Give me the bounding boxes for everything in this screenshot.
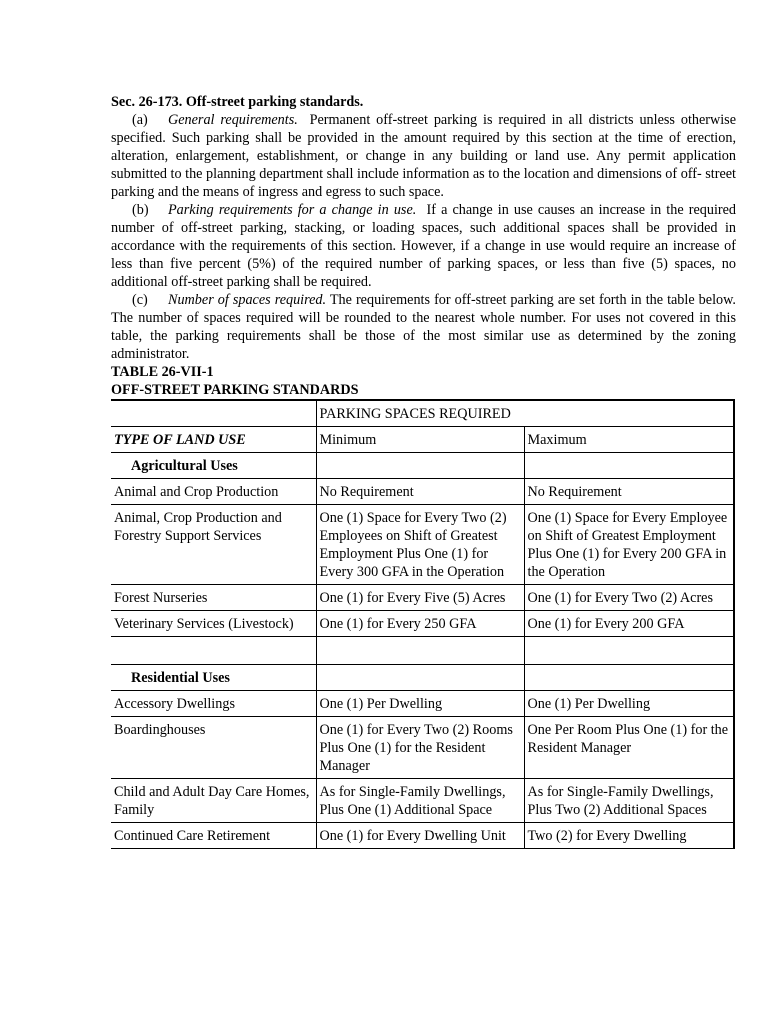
table-row bbox=[111, 823, 734, 849]
paragraph-b-title: Parking requirements for a change in use. bbox=[168, 202, 417, 218]
land-use-cell: Boardinghouses bbox=[111, 717, 316, 779]
table-row bbox=[111, 505, 734, 585]
paragraph-a-label: (a) bbox=[132, 112, 148, 128]
maximum-cell bbox=[524, 637, 734, 665]
paragraph-c-text: The requirements for off-street parking are set forth in the table below. The number of spaces required will be rounded to the nearest whole number. For uses not covered in this table, the parking requirements shall be those of the most similar use as determined by the zoning administrator. bbox=[111, 292, 736, 362]
parking-spaces-required-header: PARKING SPACES REQUIRED bbox=[316, 400, 734, 427]
paragraph-a-title: General requirements. bbox=[168, 112, 298, 128]
table-row bbox=[111, 779, 734, 823]
paragraph-c-title: Number of spaces required. bbox=[168, 292, 327, 308]
minimum-cell bbox=[316, 665, 524, 691]
paragraph-c bbox=[111, 291, 736, 363]
paragraph-c-label: (c) bbox=[132, 292, 148, 308]
maximum-cell: Two (2) for Every Dwelling bbox=[524, 823, 734, 849]
table-empty-row bbox=[111, 637, 734, 665]
minimum-cell bbox=[316, 453, 524, 479]
maximum-cell bbox=[524, 665, 734, 691]
table-header-empty-cell bbox=[111, 400, 316, 427]
table-row bbox=[111, 585, 734, 611]
land-use-cell: Accessory Dwellings bbox=[111, 691, 316, 717]
land-use-cell: Animal, Crop Production and Forestry Support Services bbox=[111, 505, 316, 585]
maximum-cell: No Requirement bbox=[524, 479, 734, 505]
maximum-cell: One (1) Space for Every Employee on Shift of Greatest Employment Plus One (1) for Every 200 GFA in the Operation bbox=[524, 505, 734, 585]
paragraph-a-text: Permanent off-street parking is required in all districts unless otherwise specified. Such parking shall be provided in the amount required by this section at the time of erection, alteration, enlargement, establishment, or change in any building or land use. Any permit application submitted to the planning department shall include information as to the location and dimensions of off- street parking and the means of ingress and egress to such space. bbox=[111, 112, 737, 200]
section-heading-cell: Residential Uses bbox=[111, 665, 316, 691]
paragraph-a bbox=[111, 111, 736, 201]
document-page bbox=[111, 93, 736, 849]
paragraph-b-label: (b) bbox=[132, 202, 149, 218]
minimum-cell bbox=[316, 637, 524, 665]
land-use-cell: Veterinary Services (Livestock) bbox=[111, 611, 316, 637]
table-row bbox=[111, 691, 734, 717]
maximum-cell: One (1) Per Dwelling bbox=[524, 691, 734, 717]
minimum-cell: One (1) for Every 250 GFA bbox=[316, 611, 524, 637]
table-row bbox=[111, 479, 734, 505]
minimum-cell: One (1) for Every Two (2) Rooms Plus One (1) for the Resident Manager bbox=[316, 717, 524, 779]
table-title: OFF-STREET PARKING STANDARDS bbox=[111, 382, 359, 398]
minimum-cell: One (1) Per Dwelling bbox=[316, 691, 524, 717]
table-group-header-row bbox=[111, 400, 734, 427]
minimum-cell: One (1) Space for Every Two (2) Employees on Shift of Greatest Employment Plus One (1) for Every 300 GFA in the Operation bbox=[316, 505, 524, 585]
type-of-land-use-header: TYPE OF LAND USE bbox=[111, 427, 316, 453]
land-use-cell: Continued Care Retirement bbox=[111, 823, 316, 849]
table-column-header-row bbox=[111, 427, 734, 453]
table-section-row bbox=[111, 453, 734, 479]
section-heading-cell: Agricultural Uses bbox=[111, 453, 316, 479]
minimum-cell: One (1) for Every Five (5) Acres bbox=[316, 585, 524, 611]
minimum-header: Minimum bbox=[316, 427, 524, 453]
table-section-row bbox=[111, 665, 734, 691]
paragraph-b-text: If a change in use causes an increase in the required number of off-street parking, stacking, or loading spaces, such additional spaces shall be provided in accordance with the requirements of this section. However, if a change in use would require an increase of less than five percent (5%) of the required number of parking spaces, or less than five (5) spaces, no additional off-street parking shall be required. bbox=[111, 202, 736, 290]
minimum-cell: No Requirement bbox=[316, 479, 524, 505]
table-row bbox=[111, 611, 734, 637]
land-use-cell: Child and Adult Day Care Homes, Family bbox=[111, 779, 316, 823]
land-use-cell: Forest Nurseries bbox=[111, 585, 316, 611]
paragraph-b bbox=[111, 201, 736, 291]
maximum-cell: One (1) for Every Two (2) Acres bbox=[524, 585, 734, 611]
table-id: TABLE 26-VII-1 bbox=[111, 364, 214, 380]
section-heading: Sec. 26-173. Off-street parking standards. bbox=[111, 94, 364, 110]
minimum-cell: One (1) for Every Dwelling Unit bbox=[316, 823, 524, 849]
minimum-cell: As for Single-Family Dwellings, Plus One (1) Additional Space bbox=[316, 779, 524, 823]
land-use-cell: Animal and Crop Production bbox=[111, 479, 316, 505]
maximum-cell: As for Single-Family Dwellings, Plus Two (2) Additional Spaces bbox=[524, 779, 734, 823]
table-row bbox=[111, 717, 734, 779]
parking-standards-table bbox=[111, 399, 735, 849]
maximum-cell: One (1) for Every 200 GFA bbox=[524, 611, 734, 637]
maximum-cell: One Per Room Plus One (1) for the Resident Manager bbox=[524, 717, 734, 779]
land-use-cell bbox=[111, 637, 316, 665]
maximum-header: Maximum bbox=[524, 427, 734, 453]
maximum-cell bbox=[524, 453, 734, 479]
